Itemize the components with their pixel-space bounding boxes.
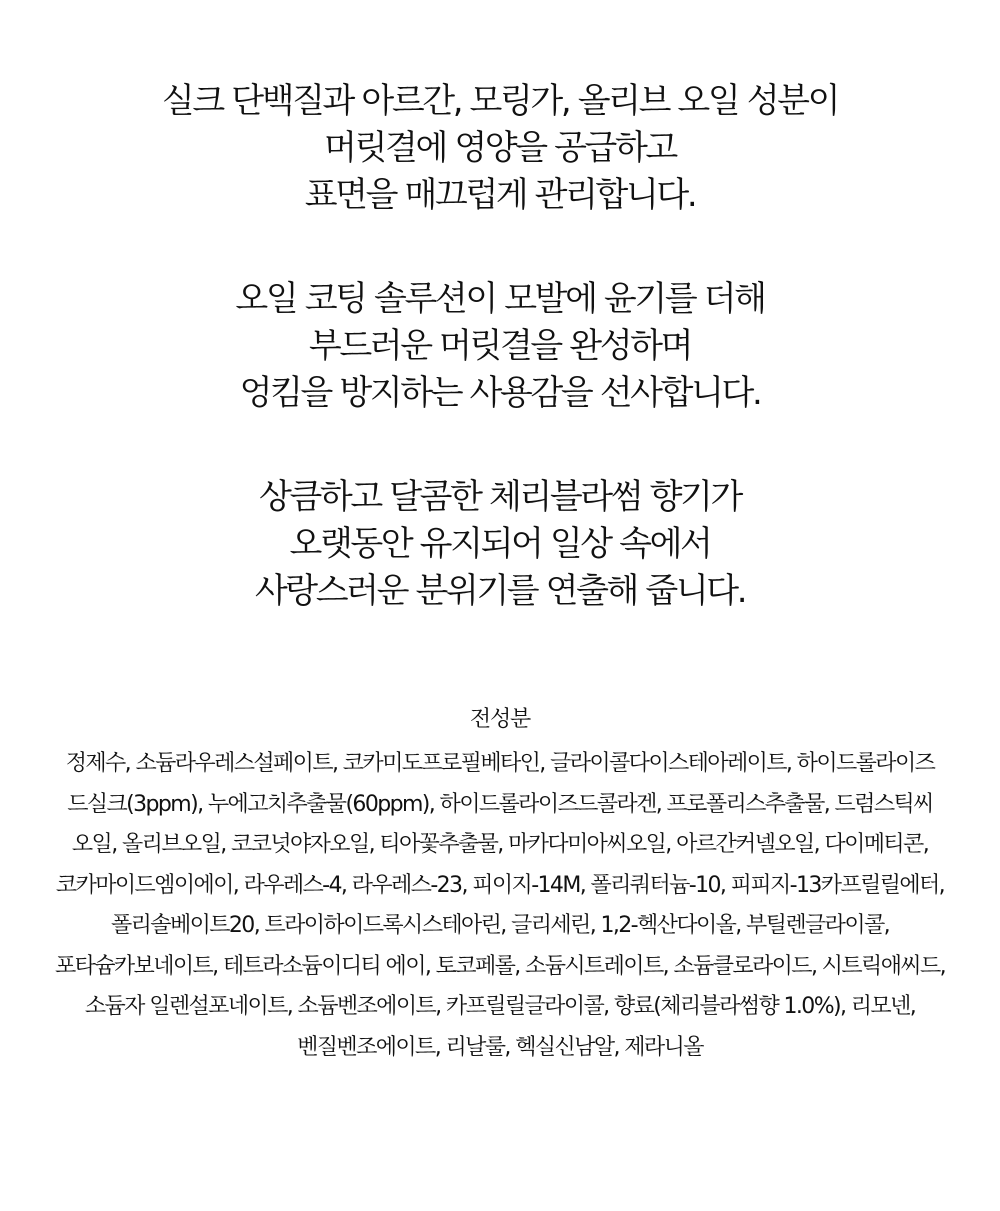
ingredients-line: 코카마이드엠이에이, 라우레스-4, 라우레스-23, 피이지-14M, 폴리쿼터늄-10, 피피지-13카프릴릴에터, [55, 872, 945, 898]
intro-line: 오랫동안 유지되어 일상 속에서 [289, 524, 711, 564]
intro-line: 사랑스러운 분위기를 연출해 줍니다. [254, 571, 746, 611]
ingredients-line: 폴리솔베이트20, 트라이하이드록시스테아린, 글리세린, 1,2-헥산다이올, 부틸렌글라이콜, [110, 913, 890, 938]
intro-line: 상큼하고 달콤한 체리블라썸 향기가 [259, 477, 741, 517]
ingredients-section [0, 705, 1000, 1068]
intro-paragraph-2 [0, 276, 1000, 417]
ingredients-line: 오일, 올리브오일, 코코넛야자오일, 티아꽃추출물, 마카다미아씨오일, 아르간커넬오일, 다이메티콘, [71, 832, 929, 857]
ingredients-line: 드실크(3ppm), 누에고치추출물(60ppm), 하이드롤라이즈드콜라겐, 프로폴리스추출물, 드럼스틱씨 [67, 791, 933, 817]
ingredients-line: 포타슘카보네이트, 테트라소듐이디티 에이, 토코페롤, 소듐시트레이트, 소듐클로라이드, 시트릭애씨드, [54, 953, 946, 979]
ingredients-title: 전성분 [469, 707, 531, 732]
ingredients-line: 소듐자 일렌설포네이트, 소듐벤조에이트, 카프릴릴글라이콜, 향료(체리블라썸향 1.0%), 리모넨, [84, 994, 916, 1019]
intro-copy [0, 78, 1000, 672]
ingredients-line: 정제수, 소듐라우레스설페이트, 코카미도프로필베타인, 글라이콜다이스테아레이트, 하이드롤라이즈 [65, 751, 935, 776]
intro-line: 엉킴을 방지하는 사용감을 선사합니다. [239, 373, 761, 413]
intro-line: 표면을 매끄럽게 관리합니다. [304, 175, 696, 215]
intro-line: 머릿결에 영양을 공급하고 [324, 128, 676, 168]
ingredients-line: 벤질벤조에이트, 리날룰, 헥실신남알, 제라니올 [297, 1034, 703, 1060]
intro-line: 오일 코팅 솔루션이 모발에 윤기를 더해 [235, 279, 765, 319]
intro-line: 부드러운 머릿결을 완성하며 [308, 326, 692, 366]
intro-paragraph-1 [0, 78, 1000, 219]
intro-line: 실크 단백질과 아르간, 모링가, 올리브 오일 성분이 [161, 81, 839, 121]
intro-paragraph-3 [0, 474, 1000, 615]
